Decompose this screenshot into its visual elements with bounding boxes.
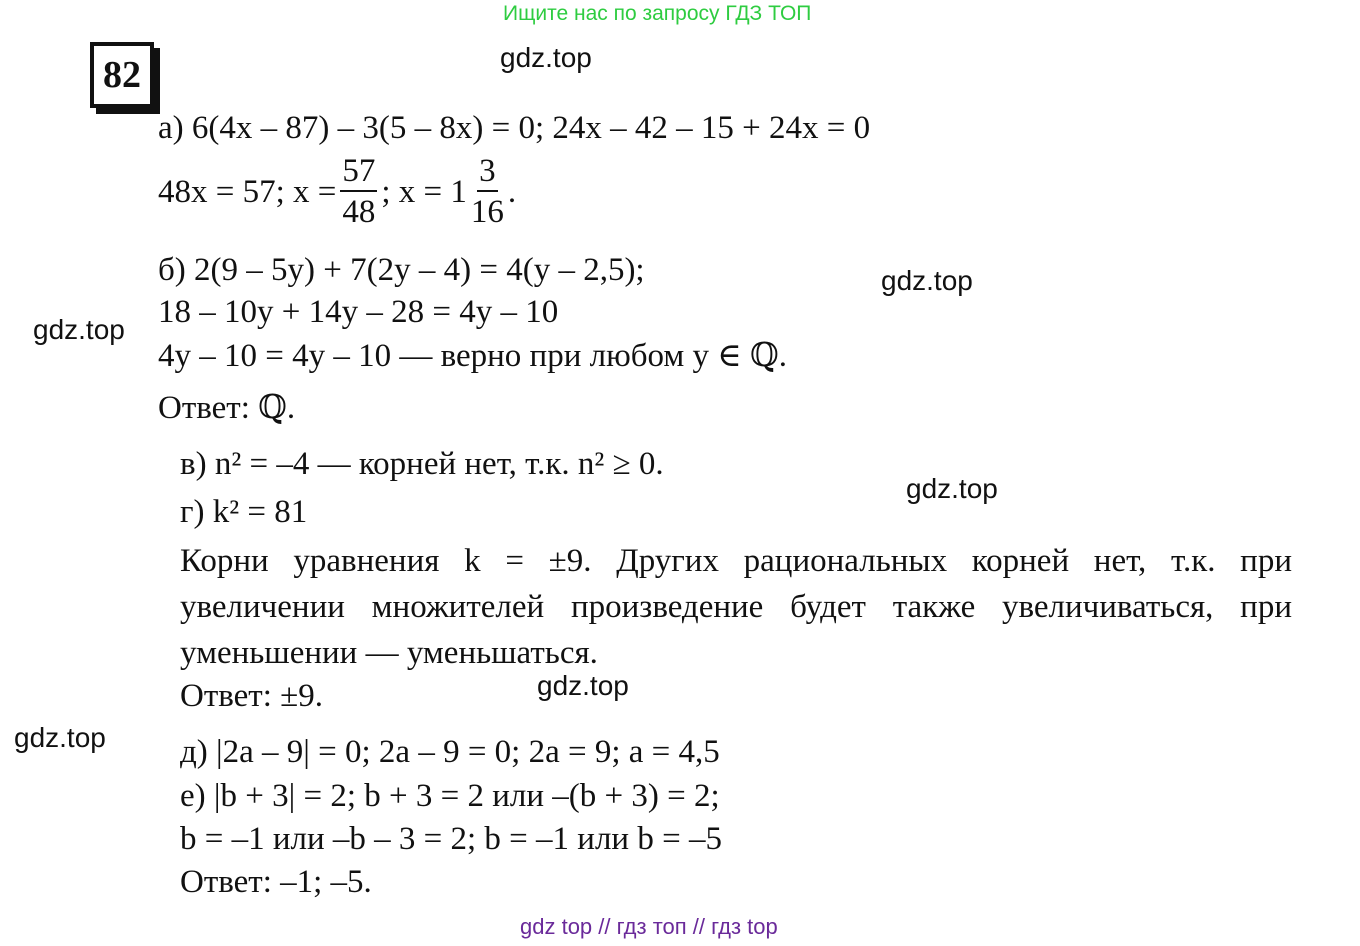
part-a-line-2-mid: ; x = 1 bbox=[381, 174, 467, 210]
part-d-line: д) |2a – 9| = 0; 2a – 9 = 0; 2a = 9; a = 4,5 bbox=[180, 734, 720, 770]
part-e-line-2: b = –1 или –b – 3 = 2; b = –1 или b = –5 bbox=[180, 821, 722, 857]
part-b-line-3: 4y – 10 = 4y – 10 — верно при любом y ∈ ℚ. bbox=[158, 338, 787, 374]
watermark-4: gdz.top bbox=[906, 473, 998, 504]
part-a-line-2-start: 48x = 57; x = bbox=[158, 174, 337, 210]
part-v-line: в) n² = –4 — корней нет, т.к. n² ≥ 0. bbox=[180, 446, 664, 482]
part-g-answer: Ответ: ±9. bbox=[180, 678, 323, 714]
watermark-5: gdz.top bbox=[537, 670, 629, 701]
part-b-answer: Ответ: ℚ. bbox=[158, 390, 296, 426]
part-e-line-1: е) |b + 3| = 2; b + 3 = 2 или –(b + 3) = 2; bbox=[180, 778, 720, 814]
top-banner: Ищите нас по запросу ГДЗ ТОП bbox=[503, 2, 812, 25]
part-b-line-2: 18 – 10y + 14y – 28 = 4y – 10 bbox=[158, 294, 559, 330]
part-b-line-1: б) 2(9 – 5y) + 7(2y – 4) = 4(y – 2,5); bbox=[158, 252, 645, 288]
part-e-answer: Ответ: –1; –5. bbox=[180, 864, 372, 900]
fraction-3-16 bbox=[471, 152, 504, 232]
watermark-3: gdz.top bbox=[33, 314, 125, 345]
fraction-denominator: 48 bbox=[342, 194, 376, 230]
fraction-numerator: 57 bbox=[340, 152, 377, 192]
fraction-numerator: 3 bbox=[477, 152, 498, 192]
fraction-57-48 bbox=[340, 152, 377, 232]
watermark-6: gdz.top bbox=[14, 722, 106, 753]
part-a-line-1: а) 6(4x – 87) – 3(5 – 8x) = 0; 24x – 42 – 15 + 24x = 0 bbox=[158, 110, 871, 146]
part-g-line-1: г) k² = 81 bbox=[180, 494, 308, 530]
watermark-1: gdz.top bbox=[500, 42, 592, 73]
part-g-paragraph: Корни уравнения k = ±9. Других рациональных корней нет, т.к. при увеличении множителей произведение будет также увеличиваться, при уменьшении — уменьшаться. bbox=[180, 543, 1292, 671]
part-a-line-2 bbox=[158, 152, 516, 232]
part-a-line-2-end: . bbox=[507, 174, 517, 210]
fraction-denominator: 16 bbox=[470, 194, 504, 230]
footer-links: gdz top // гдз топ // гдз top bbox=[520, 914, 778, 939]
problem-number: 82 bbox=[90, 42, 154, 108]
watermark-2: gdz.top bbox=[881, 265, 973, 296]
